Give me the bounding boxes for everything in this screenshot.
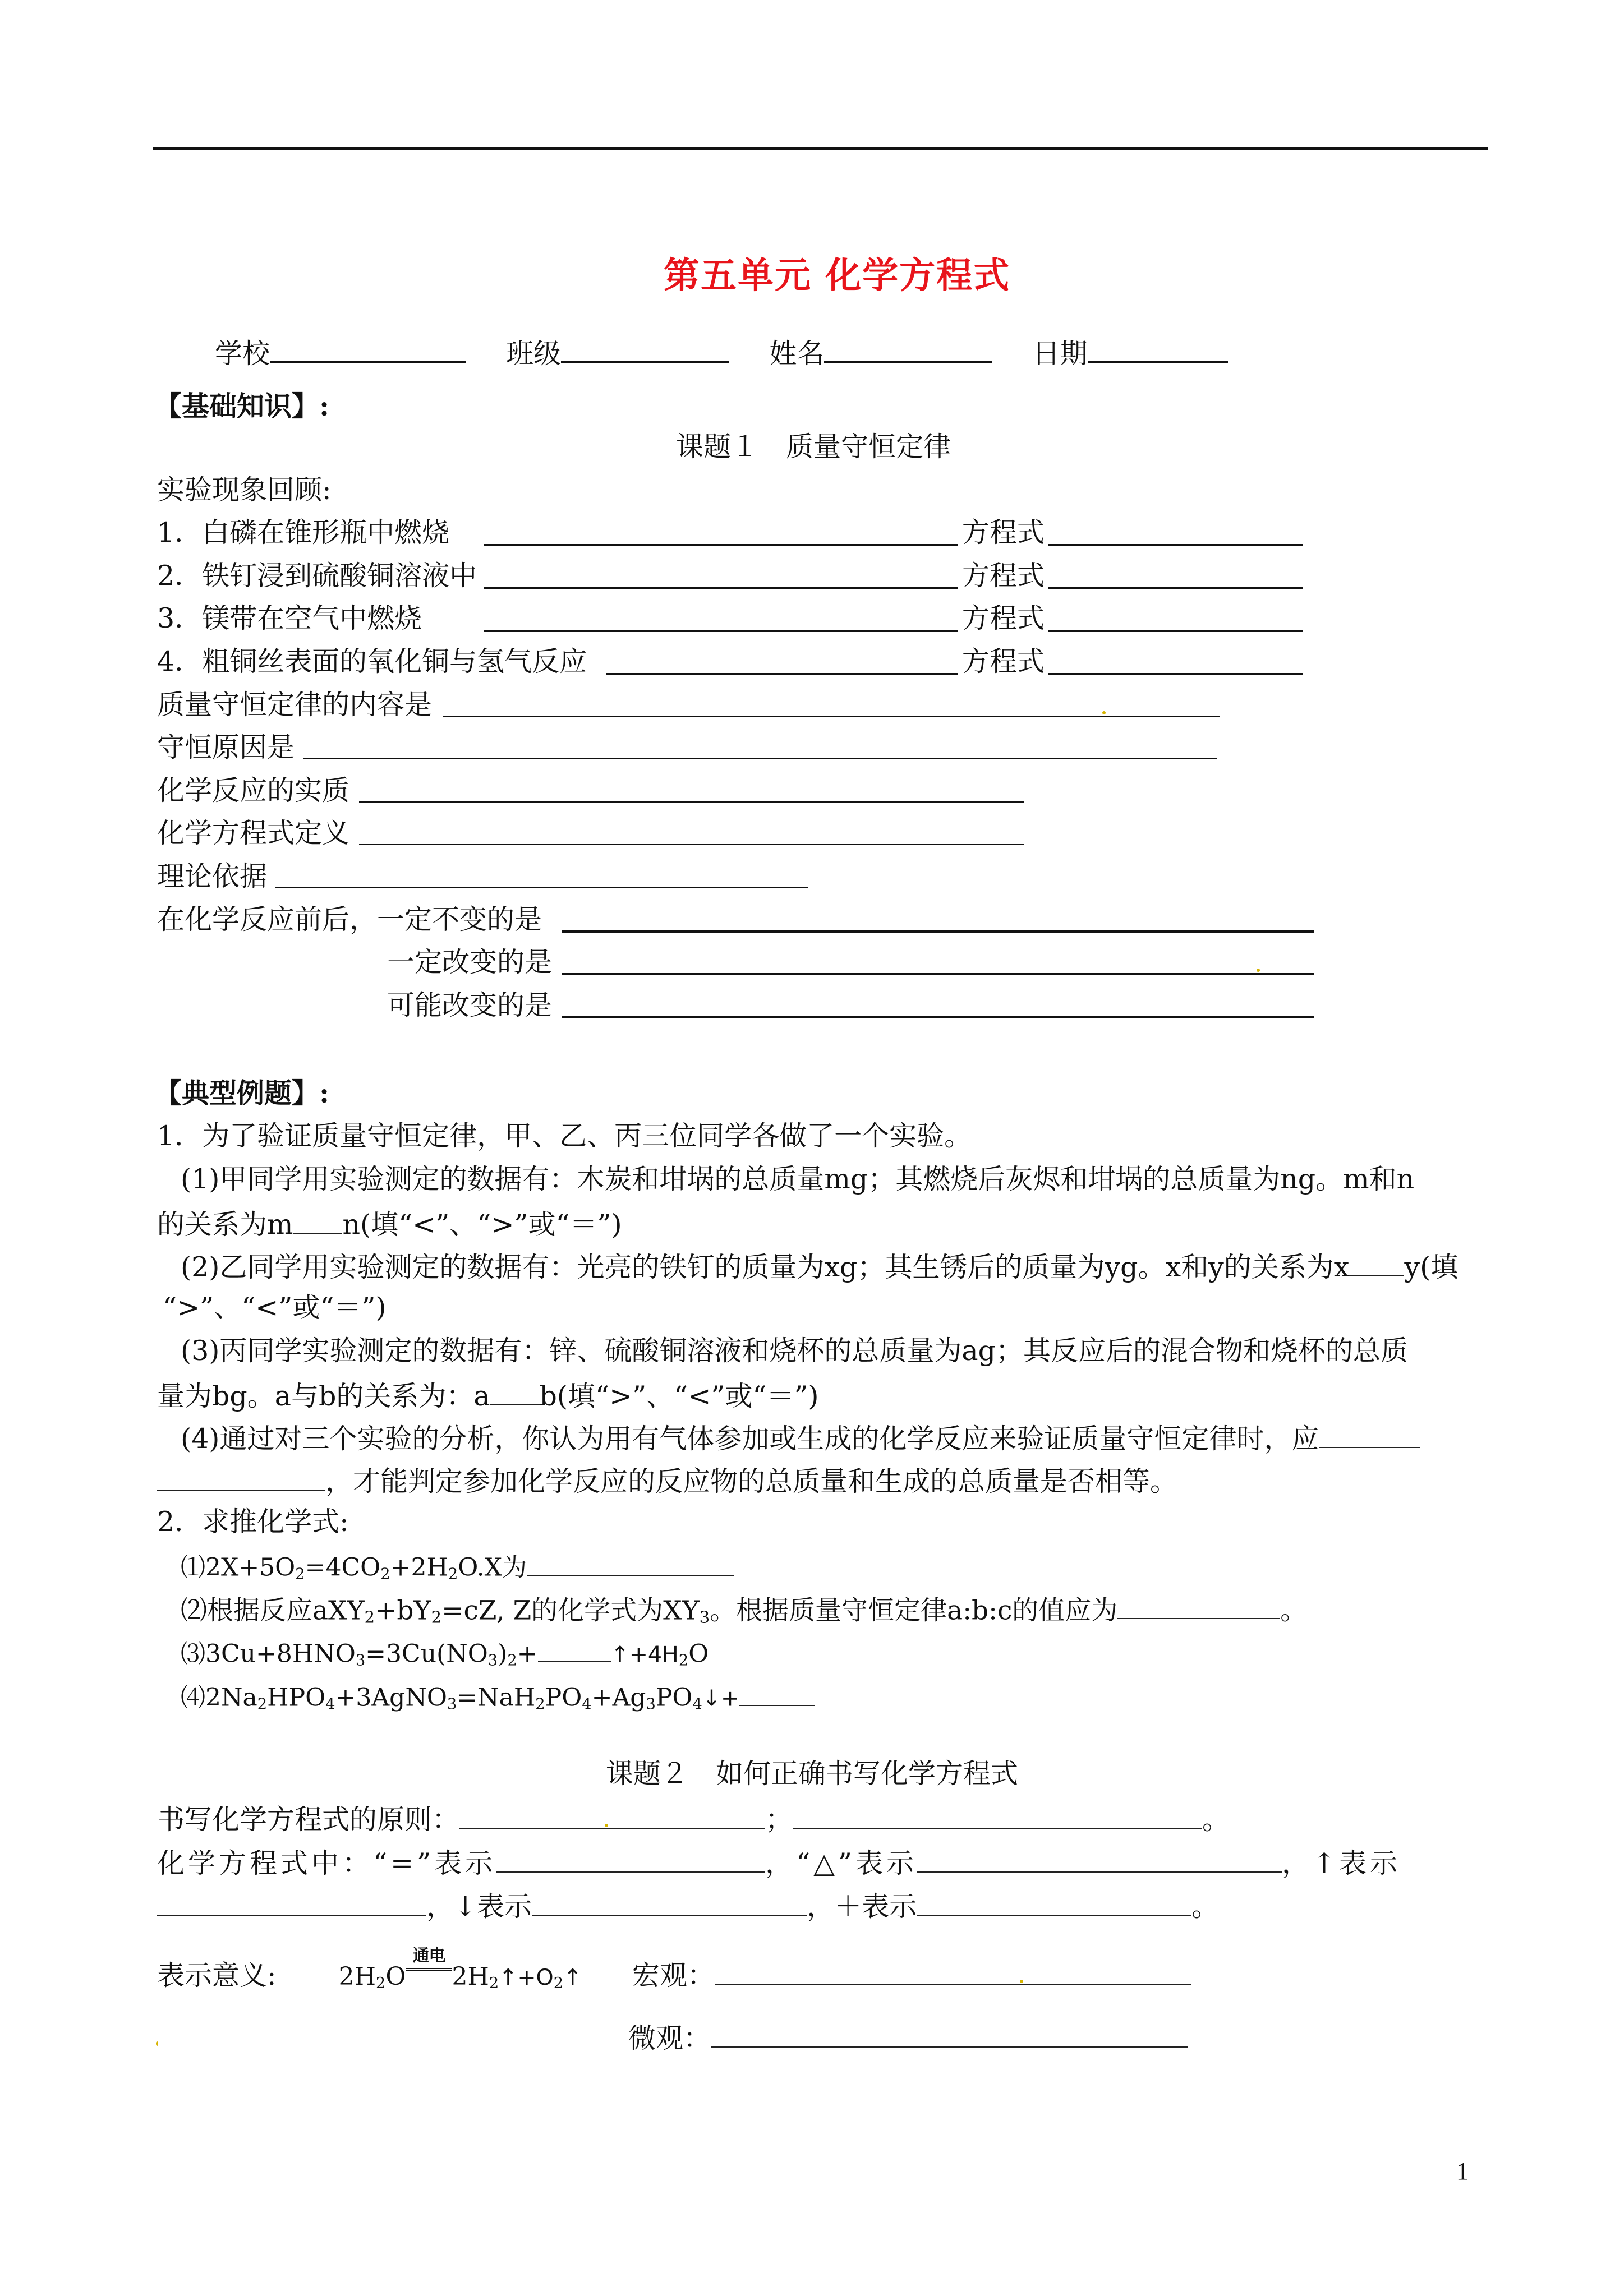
name-label: 姓名 [769, 338, 825, 370]
symbols-line-1: 化学方程式中：“=”表示 ，“△”表示 ，↑表示 [157, 1847, 1401, 1880]
equation-line-1[interactable] [1048, 544, 1303, 546]
law-content-label: 质量守恒定律的内容是 [157, 689, 433, 721]
equation-label-3: 方程式 [962, 602, 1045, 634]
principle-blank-2[interactable] [793, 1803, 1202, 1829]
principle-blank-1[interactable] [459, 1803, 765, 1829]
macro-blank[interactable] [715, 1959, 1191, 1985]
equation-line-3[interactable] [1048, 630, 1303, 632]
must-change-label: 一定改变的是 [387, 946, 553, 978]
equation-label-4: 方程式 [962, 646, 1045, 677]
gas-blank[interactable] [538, 1639, 611, 1662]
product-blank[interactable] [739, 1682, 815, 1706]
essence-line[interactable] [359, 801, 1024, 803]
example1-part1-line2: 的关系为m n(填“<”、“>”或“＝”) [157, 1209, 622, 1241]
example1-part3-line2: 量为bg。a与b的关系为：a b(填“>”、“<”或“＝”) [157, 1380, 819, 1413]
school-label: 学校 [215, 338, 270, 370]
info-line [215, 336, 1228, 370]
review-item-1: 1．白磷在锥形瓶中燃烧 [157, 517, 450, 548]
a-b-blank[interactable] [490, 1380, 540, 1405]
example1-part2-line1: (2)乙同学用实验测定的数据有：光亮的铁钉的质量为xg；其生锈后的质量为yg。x和y的关系为x y(填 [181, 1251, 1459, 1284]
conservation-reason-label: 守恒原因是 [157, 731, 295, 763]
example1-part2-line2: “>”、“<”或“＝”) [163, 1292, 387, 1324]
item-3-answer-line[interactable] [484, 630, 958, 632]
x-y-blank[interactable] [1349, 1251, 1404, 1276]
ratio-blank[interactable] [1117, 1594, 1280, 1619]
symbols-line-2: ，↓表示 ，＋表示 。 [157, 1890, 1219, 1920]
may-change-label: 可能改变的是 [387, 989, 553, 1021]
topic2-title: 课题２ 如何正确书写化学方程式 [606, 1758, 1019, 1790]
electrolysis-equation: $2H_2O$ 通电 $2H_2↑+O_2↑$ [338, 1946, 582, 1993]
heat-meaning-blank[interactable] [917, 1847, 1282, 1873]
before-after-label: 在化学反应前后，一定不变的是 [157, 903, 542, 935]
example1-part4-line2: ，才能判定参加化学反应的反应物的总质量和生成的总质量是否相等。 [157, 1465, 1177, 1495]
example1-stem: 1．为了验证质量守恒定律，甲、乙、丙三位同学各做了一个实验。 [157, 1120, 972, 1152]
scan-dot [1257, 969, 1260, 972]
theory-basis-label: 理论依据 [157, 860, 268, 892]
class-label: 班级 [506, 338, 562, 370]
school-field[interactable] [270, 336, 466, 363]
scan-dot [605, 1824, 608, 1827]
reaction-condition: 通电 [406, 1960, 452, 1985]
class-field[interactable] [561, 336, 729, 363]
item-2-answer-line[interactable] [484, 587, 958, 589]
page-title: 第五单元 化学方程式 [664, 255, 1011, 297]
may-change-line[interactable] [562, 1016, 1314, 1018]
essence-label: 化学反应的实质 [157, 774, 350, 806]
down-arrow-meaning-blank[interactable] [532, 1890, 807, 1916]
topic1-title: 课题１ 质量守恒定律 [676, 431, 951, 463]
example2-stem: 2．求推化学式: [157, 1506, 349, 1538]
review-item-4: 4．粗铜丝表面的氧化铜与氢气反应 [157, 646, 587, 677]
law-content-line[interactable] [443, 716, 1220, 717]
up-arrow-meaning-blank[interactable] [157, 1890, 426, 1916]
equation-line-2[interactable] [1048, 587, 1303, 589]
m-n-blank[interactable] [293, 1208, 342, 1234]
equal-meaning-blank[interactable] [496, 1847, 765, 1873]
theory-basis-line[interactable] [275, 887, 808, 888]
page-number: 1 [1456, 2157, 1469, 2185]
item-4-answer-line[interactable] [606, 673, 958, 675]
example2-q2: ⑵根据反应$aXY_2+bY_2=cZ$, Z的化学式为$XY_3$。根据质量守恒定律a:b:c的值应为 。 [181, 1595, 1307, 1627]
part4-blank-a[interactable] [1319, 1422, 1420, 1448]
example1-part1-line1: (1)甲同学用实验测定的数据有：木炭和坩埚的总质量mg；其燃烧后灰烬和坩埚的总质量为ng。m和n [181, 1163, 1415, 1195]
plus-meaning-blank[interactable] [917, 1890, 1191, 1916]
section-basic-heading: 【基础知识】: [154, 390, 330, 422]
part4-blank-b[interactable] [157, 1465, 325, 1491]
unchanged-line[interactable] [562, 930, 1314, 933]
equation-def-label: 化学方程式定义 [157, 817, 350, 849]
section-examples-heading: 【典型例题】: [154, 1077, 330, 1109]
conservation-reason-line[interactable] [303, 758, 1217, 759]
scan-dot [156, 2041, 158, 2046]
scan-dot [1020, 1980, 1023, 1983]
principle-line: 书写化学方程式的原则： ； 。 [157, 1804, 1230, 1836]
review-item-3: 3．镁带在空气中燃烧 [157, 602, 422, 634]
review-heading: 实验现象回顾: [157, 474, 332, 506]
equation-label-1: 方程式 [962, 517, 1045, 548]
review-item-2: 2．铁钉浸到硫酸铜溶液中 [157, 560, 477, 592]
micro-line: 微观： [628, 2022, 1188, 2052]
example1-part4-line1: (4)通过对三个实验的分析，你认为用有气体参加或生成的化学反应来验证质量守恒定律时，应 [181, 1422, 1420, 1453]
scan-dot [1102, 711, 1106, 714]
meaning-line: 表示意义: $2H_2O$ 通电 $2H_2↑+O_2↑$ 宏观： [157, 1959, 1191, 1991]
micro-blank[interactable] [711, 2022, 1188, 2048]
equation-line-4[interactable] [1048, 673, 1303, 675]
example2-q3: $⑶3Cu+8HNO_3=3Cu(NO_3)_2+$ $↑+4H_2O$ [181, 1639, 709, 1670]
date-field[interactable] [1088, 336, 1228, 363]
example2-q4: $⑷2Na_2HPO_4+3AgNO_3=NaH_2PO_4+Ag_3PO_4↓+$ [181, 1682, 815, 1712]
equation-label-2: 方程式 [962, 560, 1045, 592]
equation-def-line[interactable] [359, 844, 1024, 845]
example2-q1: $⑴2X+5O_2=4CO_2+2H_2O.X$为 [181, 1552, 734, 1582]
must-change-line[interactable] [562, 973, 1314, 975]
date-label: 日期 [1032, 338, 1088, 370]
name-field[interactable] [824, 336, 992, 363]
x-formula-blank[interactable] [527, 1552, 734, 1576]
item-1-answer-line[interactable] [484, 544, 958, 546]
example1-part3-line1: (3)丙同学实验测定的数据有：锌、硫酸铜溶液和烧杯的总质量为ag；其反应后的混合物和烧杯的总质 [181, 1335, 1408, 1367]
header-rule [153, 147, 1488, 150]
